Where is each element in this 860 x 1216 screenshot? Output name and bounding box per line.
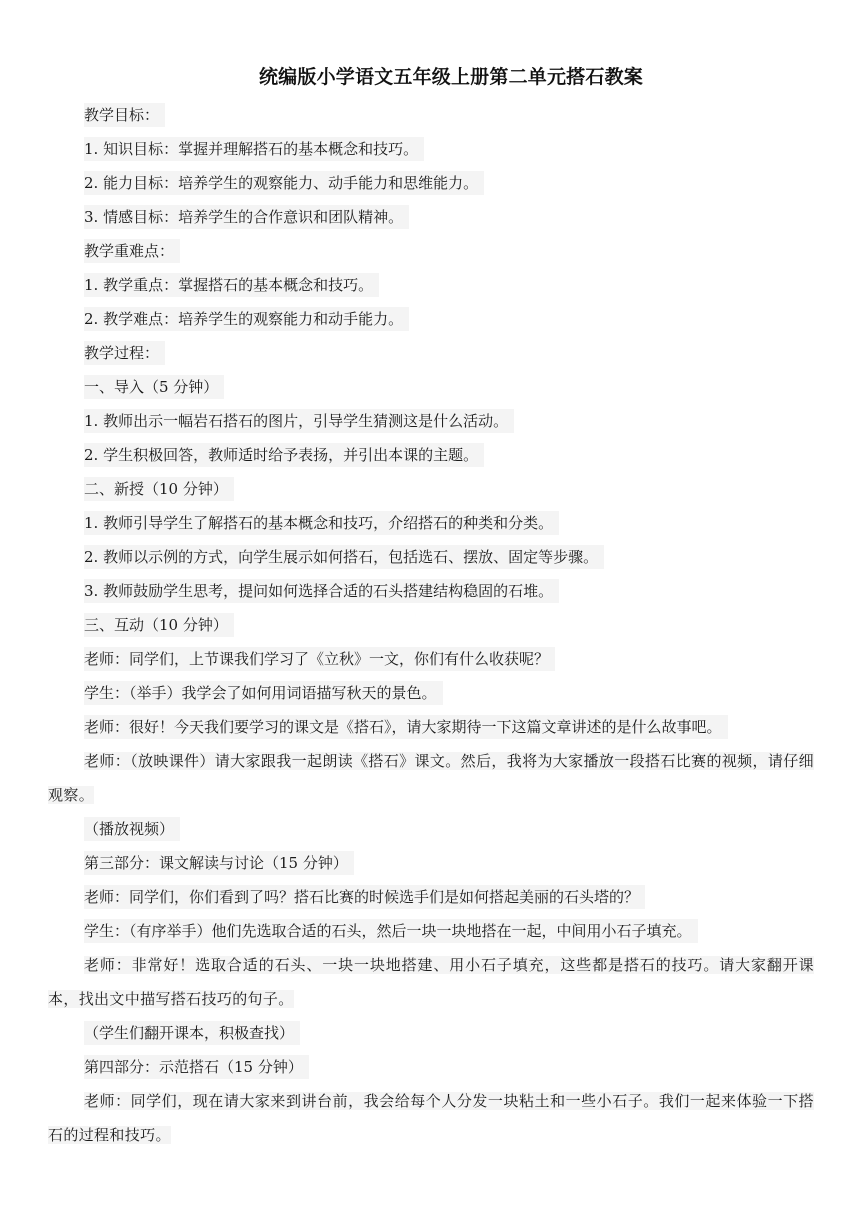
process-item: 1. 教师出示一幅岩石搭石的图片，引导学生猜测这是什么活动。 bbox=[48, 404, 814, 438]
stage-direction: （学生们翻开课本，积极查找） bbox=[48, 1016, 814, 1050]
subsection-heading: 第四部分：示范搭石（15 分钟） bbox=[48, 1050, 814, 1084]
section-heading-objectives: 教学目标： bbox=[48, 98, 814, 132]
subsection-heading: 三、互动（10 分钟） bbox=[48, 608, 814, 642]
dialogue-line: 老师：很好！今天我们要学习的课文是《搭石》，请大家期待一下这篇文章讲述的是什么故事吧。 bbox=[48, 710, 814, 744]
stage-direction: （播放视频） bbox=[48, 812, 814, 846]
objective-item: 3. 情感目标：培养学生的合作意识和团队精神。 bbox=[48, 200, 814, 234]
dialogue-line: 学生：（举手）我学会了如何用词语描写秋天的景色。 bbox=[48, 676, 814, 710]
process-item: 2. 学生积极回答，教师适时给予表扬，并引出本课的主题。 bbox=[48, 438, 814, 472]
key-point-item: 2. 教学难点：培养学生的观察能力和动手能力。 bbox=[48, 302, 814, 336]
dialogue-paragraph: 老师：（放映课件）请大家跟我一起朗读《搭石》课文。然后，我将为大家播放一段搭石比赛的视频，请仔细观察。 bbox=[48, 752, 814, 804]
section-heading-key-points: 教学重难点： bbox=[48, 234, 814, 268]
subsection-heading: 二、新授（10 分钟） bbox=[48, 472, 814, 506]
subsection-heading: 一、导入（5 分钟） bbox=[48, 370, 814, 404]
document-body bbox=[48, 98, 814, 1152]
document-title: 统编版小学语文五年级上册第二单元搭石教案 bbox=[258, 66, 643, 88]
dialogue-line: 老师：同学们，上节课我们学习了《立秋》一文，你们有什么收获呢？ bbox=[48, 642, 814, 676]
dialogue-paragraph: 老师：同学们，现在请大家来到讲台前，我会给每个人分发一块粘土和一些小石子。我们一起来体验一下搭石的过程和技巧。 bbox=[48, 1092, 814, 1144]
subsection-heading: 第三部分：课文解读与讨论（15 分钟） bbox=[48, 846, 814, 880]
process-item: 3. 教师鼓励学生思考，提问如何选择合适的石头搭建结构稳固的石堆。 bbox=[48, 574, 814, 608]
objective-item: 2. 能力目标：培养学生的观察能力、动手能力和思维能力。 bbox=[48, 166, 814, 200]
objective-item: 1. 知识目标：掌握并理解搭石的基本概念和技巧。 bbox=[48, 132, 814, 166]
dialogue-line: 老师：同学们，你们看到了吗？搭石比赛的时候选手们是如何搭起美丽的石头塔的？ bbox=[48, 880, 814, 914]
dialogue-line: 学生：（有序举手）他们先选取合适的石头，然后一块一块地搭在一起，中间用小石子填充。 bbox=[48, 914, 814, 948]
dialogue-paragraph: 老师：非常好！选取合适的石头、一块一块地搭建、用小石子填充，这些都是搭石的技巧。请大家翻开课本，找出文中描写搭石技巧的句子。 bbox=[48, 956, 814, 1008]
process-item: 2. 教师以示例的方式，向学生展示如何搭石，包括选石、摆放、固定等步骤。 bbox=[48, 540, 814, 574]
section-heading-process: 教学过程： bbox=[48, 336, 814, 370]
key-point-item: 1. 教学重点：掌握搭石的基本概念和技巧。 bbox=[48, 268, 814, 302]
process-item: 1. 教师引导学生了解搭石的基本概念和技巧，介绍搭石的种类和分类。 bbox=[48, 506, 814, 540]
